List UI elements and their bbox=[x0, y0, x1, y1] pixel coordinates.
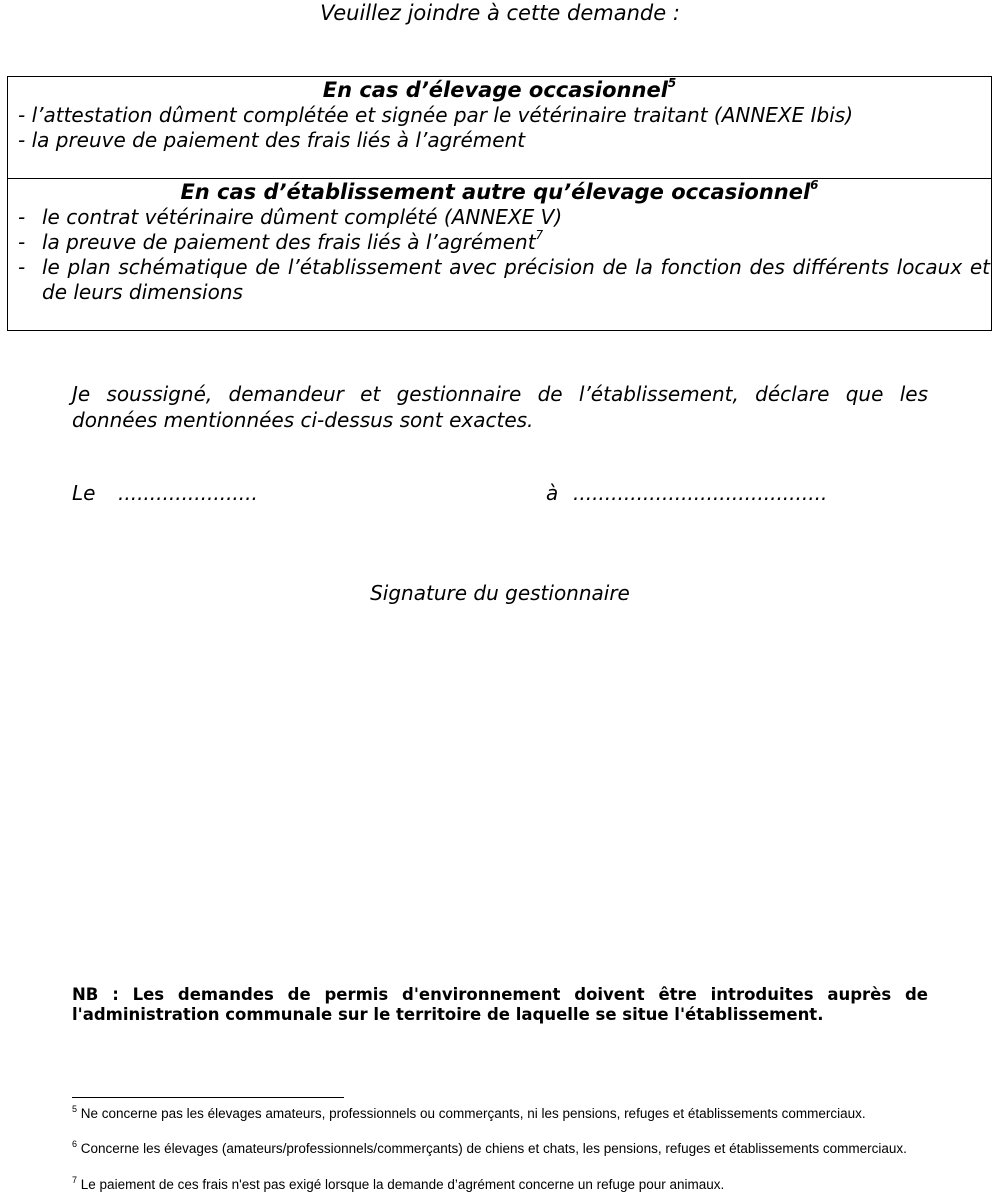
signature-label: Signature du gestionnaire bbox=[370, 581, 630, 605]
footnote-ref-6: 6 bbox=[810, 178, 819, 192]
section-establishment-item bbox=[18, 230, 990, 255]
place-field[interactable]: ........................................ bbox=[573, 481, 828, 505]
declaration-text: Je soussigné, demandeur et gestionnaire de l’établissement, déclare que les données mentionnées ci-dessus sont exactes. bbox=[72, 382, 928, 432]
footnote-text: Concerne les élevages (amateurs/professionnels/commerçants) de chiens et chats, les pensions, refuges et établissements commerciaux. bbox=[80, 1141, 907, 1156]
footnote bbox=[72, 1174, 928, 1193]
footnote bbox=[72, 1103, 928, 1122]
footnote-number: 5 bbox=[72, 1103, 78, 1114]
section-establishment-title-text: En cas d’établissement autre qu’élevage occasionnel bbox=[180, 180, 811, 204]
list-item-text: la preuve de paiement des frais liés à l’agrément bbox=[42, 230, 536, 254]
footnote-number: 6 bbox=[72, 1138, 78, 1149]
footnote-text: Le paiement de ces frais n'est pas exigé lorsque la demande d’agrément concerne un refuge pour animaux. bbox=[80, 1177, 725, 1192]
section-occasional-item: - l’attestation dûment complétée et signée par le vétérinaire traitant (ANNEXE Ibis) bbox=[18, 103, 853, 127]
list-item-text: le plan schématique de l’établissement avec précision de la fonction des différents locaux et de leurs dimensions bbox=[42, 255, 990, 304]
section-establishment-title bbox=[8, 180, 991, 205]
footnote-separator bbox=[72, 1097, 344, 1098]
place-label: à bbox=[546, 481, 559, 505]
list-item-text: le contrat vétérinaire dûment complété (ANNEXE V) bbox=[42, 205, 563, 229]
section-occasional-title bbox=[8, 78, 991, 103]
box-divider bbox=[8, 178, 991, 179]
list-dash: - bbox=[18, 255, 26, 279]
section-occasional-item: - la preuve de paiement des frais liés à l’agrément bbox=[18, 128, 526, 152]
date-label: Le bbox=[72, 481, 96, 505]
date-field[interactable]: ...................... bbox=[118, 481, 258, 505]
list-item-text-wrap bbox=[42, 230, 990, 255]
footnote-ref-5: 5 bbox=[667, 76, 677, 90]
footnote-ref-7: 7 bbox=[535, 228, 544, 243]
footnote-number: 7 bbox=[72, 1174, 78, 1185]
nb-notice: NB : Les demandes de permis d'environnement doivent être introduites auprès de l'administration communale sur le territoire de laquelle se situe l'établissement. bbox=[72, 985, 928, 1024]
section-establishment-item bbox=[18, 255, 990, 305]
footnote bbox=[72, 1138, 928, 1157]
footnote-text: Ne concerne pas les élevages amateurs, professionnels ou commerçants, ni les pensions, refuges et établissements commerciaux. bbox=[80, 1106, 866, 1121]
section-occasional-title-text: En cas d’élevage occasionnel bbox=[322, 78, 668, 102]
list-dash: - bbox=[18, 230, 26, 254]
attachments-box bbox=[7, 76, 992, 331]
list-dash: - bbox=[18, 205, 26, 229]
section-establishment-item bbox=[18, 205, 990, 230]
page-heading: Veuillez joindre à cette demande : bbox=[320, 1, 680, 25]
